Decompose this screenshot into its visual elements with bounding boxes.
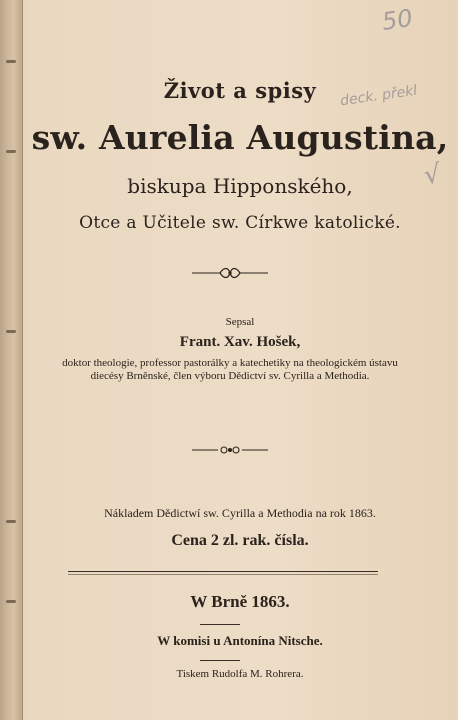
byline-label: Sepsal xyxy=(225,316,255,328)
pencil-tick: √ xyxy=(421,158,443,192)
title-line-2: sw. Aurelia Augustina, xyxy=(31,118,449,157)
price-line: Cena 2 zl. rak. čísla. xyxy=(171,532,309,549)
short-rule xyxy=(200,624,240,625)
commission-line: W komisi u Antonína Nitsche. xyxy=(157,633,323,648)
ornament-divider-icon xyxy=(190,266,270,280)
binding-stitch xyxy=(6,330,16,333)
publisher-line: Nákladem Dědictwí sw. Cyrilla a Methodia na rok 1863. xyxy=(104,506,376,520)
rule-divider xyxy=(68,571,378,572)
binding-stitch xyxy=(6,520,16,523)
pencil-number: 50 xyxy=(380,4,415,36)
book-spine xyxy=(0,0,23,720)
ornament-divider-icon xyxy=(190,443,270,457)
rule-divider xyxy=(68,574,378,575)
author-description: doktor theologie, professor pastorálky a katechetiky na theologickém ústavu diecésy Brněnské, člen výboru Dědictví sv. Cyrilla a Methodia. xyxy=(62,357,398,382)
short-rule xyxy=(200,660,240,661)
title-line-4: Otce a Učitele sw. Církwe katolické. xyxy=(79,213,401,233)
author-name: Frant. Xav. Hošek, xyxy=(179,334,301,350)
binding-stitch xyxy=(6,60,16,63)
binding-stitch xyxy=(6,600,16,603)
pencil-note: deck. překl xyxy=(339,82,419,110)
binding-stitch xyxy=(6,150,16,153)
printer-line: Tiskem Rudolfa M. Rohrera. xyxy=(176,668,304,680)
title-line-1: Život a spisy xyxy=(163,78,317,103)
place-and-year: W Brně 1863. xyxy=(190,592,290,611)
title-line-3: biskupa Hipponského, xyxy=(127,174,353,198)
